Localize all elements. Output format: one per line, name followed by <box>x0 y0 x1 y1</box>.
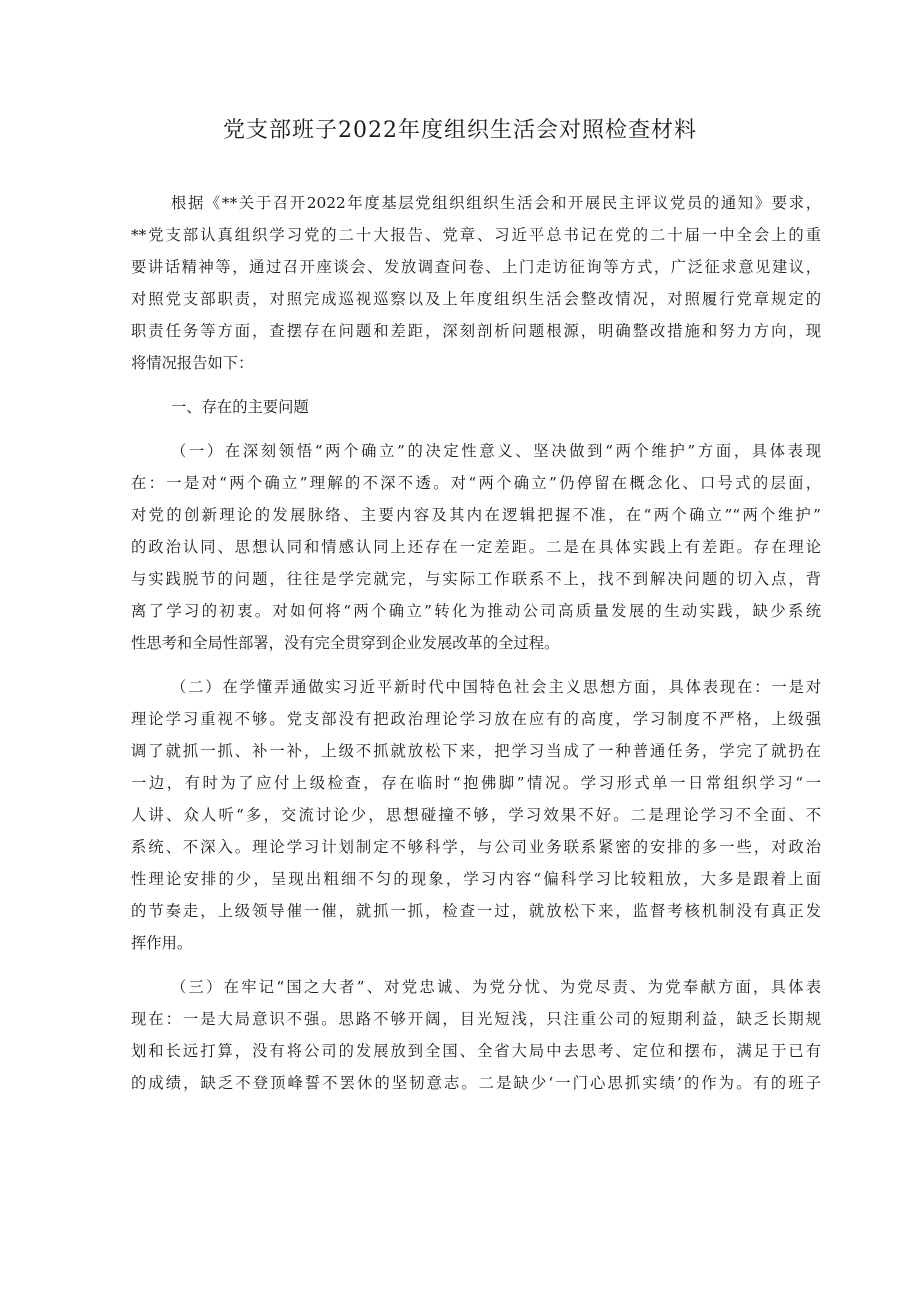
document-body <box>131 187 821 1099</box>
text-line: 对党的创新理论的发展脉络、主要内容及其内在逻辑把握不准，在“两个确立”“两个维护” <box>131 506 821 524</box>
text-line: 与实践脱节的问题，往往是学完就完，与实际工作联系不上，找不到解决问题的切入点，背 <box>131 570 821 588</box>
text-line: 对照党支部职责，对照完成巡视巡察以及上年度组织生活会整改情况，对照履行党章规定的 <box>131 290 821 308</box>
text-line: 要讲话精神等，通过召开座谈会、发放调查问卷、上门走访征询等方式，广泛征求意见建议， <box>131 258 821 276</box>
text-line: 性思考和全局性部署，没有完全贯穿到企业发展改革的全过程。 <box>131 634 560 652</box>
item-paragraph-1 <box>131 435 821 659</box>
text-line: 在：一是对“两个确立”理解的不深不透。对“两个确立”仍停留在概念化、口号式的层面， <box>131 474 821 492</box>
text-line: **党支部认真组织学习党的二十大报告、党章、习近平总书记在党的二十届一中全会上的重 <box>131 226 821 244</box>
text-line: 理论学习重视不够。党支部没有把政治理论学习放在应有的高度，学习制度不严格，上级强 <box>131 710 821 728</box>
item-paragraph-2 <box>131 671 821 959</box>
text-line: （三）在牢记“国之大者”、对党忠诚、为党分忧、为党尽责、为党奉献方面，具体表 <box>171 978 821 996</box>
item-paragraph-3 <box>131 971 821 1099</box>
document-title: 党支部班子2022年度组织生活会对照检查材料 <box>223 118 697 143</box>
section-heading: 一、存在的主要问题 <box>171 398 309 416</box>
text-line: 的政治认同、思想认同和情感认同上还存在一定差距。二是在具体实践上有差距。存在理论 <box>131 538 821 556</box>
text-line: （二）在学懂弄通做实习近平新时代中国特色社会主义思想方面，具体表现在：一是对 <box>171 678 821 696</box>
text-line: 根据《**关于召开2022年度基层党组织组织生活会和开展民主评议党员的通知》要求， <box>171 194 821 212</box>
text-line: 离了学习的初衷。对如何将“两个确立”转化为推动公司高质量发展的生动实践，缺少系统 <box>131 602 821 620</box>
intro-paragraph <box>131 187 821 379</box>
text-line: 的成绩，缺乏不登顶峰誓不罢休的坚韧意志。二是缺少‘一门心思抓实绩’的作为。有的班子 <box>131 1074 821 1092</box>
text-line: 系统、不深入。理论学习计划制定不够科学，与公司业务联系紧密的安排的多一些，对政治 <box>131 838 821 856</box>
text-line: 现在：一是大局意识不强。思路不够开阔，目光短浅，只注重公司的短期利益，缺乏长期规 <box>131 1010 821 1028</box>
text-line: 性理论安排的少，呈现出粗细不匀的现象，学习内容“偏科学习比较粗放，大多是跟着上面 <box>131 870 821 888</box>
text-line: 的节奏走，上级领导催一催，就抓一抓，检查一过，就放松下来，监督考核机制没有真正发 <box>131 902 821 920</box>
text-line: 职责任务等方面，查摆存在问题和差距，深刻剖析问题根源，明确整改措施和努力方向，现 <box>131 322 821 340</box>
text-line: 人讲、众人听“多，交流讨论少，思想碰撞不够，学习效果不好。二是理论学习不全面、不 <box>131 806 821 824</box>
text-line: 调了就抓一抓、补一补，上级不抓就放松下来，把学习当成了一种普通任务，学完了就扔在 <box>131 742 821 760</box>
text-line: （一）在深刻领悟“两个确立”的决定性意义、坚决做到“两个维护”方面，具体表现 <box>171 442 821 460</box>
text-line: 将情况报告如下： <box>131 354 254 372</box>
text-line: 挥作用。 <box>131 934 193 952</box>
text-line: 一边，有时为了应付上级检查，存在临时“抱佛脚”情况。学习形式单一日常组织学习“一 <box>131 774 821 792</box>
text-line: 划和长远打算，没有将公司的发展放到全国、全省大局中去思考、定位和摆布，满足于已有 <box>131 1042 821 1060</box>
